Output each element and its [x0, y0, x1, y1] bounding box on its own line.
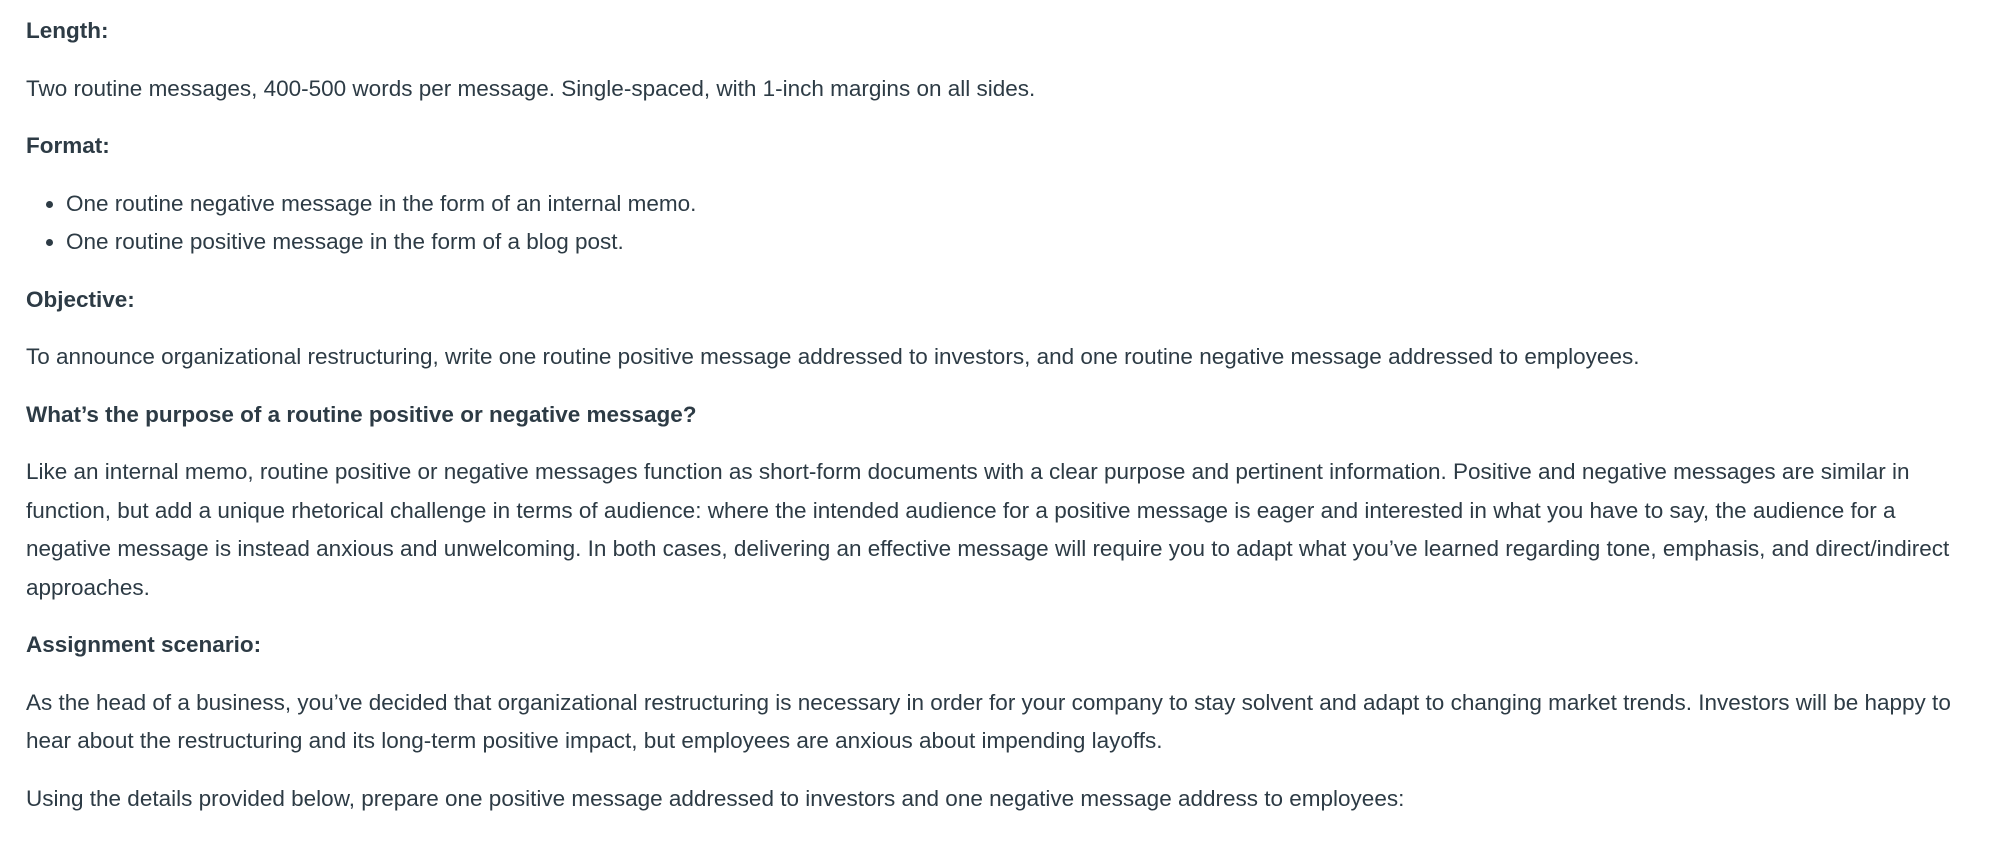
list-item: • One routine negative message in the form of an internal memo. — [66, 185, 1966, 224]
purpose-heading: What’s the purpose of a routine positive or negative message? — [26, 401, 697, 427]
list-item: • One routine positive message in the form of a blog post. — [66, 223, 1966, 262]
scenario-heading: Assignment scenario: — [26, 632, 262, 657]
format-list — [26, 185, 1966, 262]
length-text: Two routine messages, 400-500 words per message. Single-spaced, with 1-inch margins on all sides. — [26, 75, 1036, 101]
objective-heading: Objective: — [26, 286, 135, 312]
scenario-text: As the head of a business, you’ve decided that organizational restructuring is necessary in order for your company to stay solvent and adapt to changing market trends. Investors will be happy to hear about the restructuring and its long-term positive impact, but employees are anxious about impending layoffs. — [26, 689, 1951, 753]
length-heading: Length: — [26, 18, 109, 43]
purpose-text: Like an internal memo, routine positive or negative messages function as short-form documents with a clear purpose and pertinent information. Positive and negative messages are similar in function, but add a unique rhetorical challenge in terms of audience: where the intended audience for a positive message is eager and interested in what you have to say, the audience for a negative message is instead anxious and unwelcoming. In both cases, delivering an effective message will require you to adapt what you’ve learned regarding tone, emphasis, and direct/indirect approaches. — [26, 459, 1950, 600]
objective-text: To announce organizational restructuring, write one routine positive message addressed to investors, and one routine negative message addressed to employees. — [26, 344, 1640, 369]
format-heading: Format: — [26, 133, 110, 158]
scenario-instructions: Using the details provided below, prepare one positive message addressed to investors and one negative message address to employees: — [26, 785, 1405, 811]
